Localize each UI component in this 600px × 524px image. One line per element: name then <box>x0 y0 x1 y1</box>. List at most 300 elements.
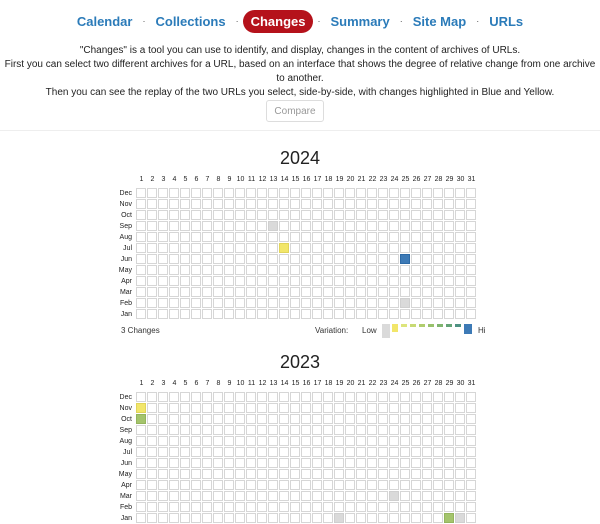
month-row-jul <box>0 447 600 458</box>
day-cell <box>180 221 190 231</box>
day-cell <box>411 188 421 198</box>
day-cell <box>180 298 190 308</box>
day-cell <box>323 513 333 523</box>
day-number: 14 <box>280 380 289 387</box>
day-number: 27 <box>423 176 432 183</box>
day-cell <box>202 199 212 209</box>
month-label: Sep <box>119 223 132 230</box>
day-cell <box>356 414 366 424</box>
day-cell <box>455 287 465 297</box>
day-cell <box>235 480 245 490</box>
month-row-sep <box>0 425 600 436</box>
day-cell <box>213 502 223 512</box>
day-cell <box>191 210 201 220</box>
day-number: 26 <box>412 176 421 183</box>
day-cell <box>191 188 201 198</box>
day-cell <box>422 265 432 275</box>
day-cell <box>202 480 212 490</box>
day-number: 6 <box>194 380 199 387</box>
day-cell <box>411 276 421 286</box>
day-cell <box>301 265 311 275</box>
day-cell <box>246 287 256 297</box>
day-cell <box>246 447 256 457</box>
day-cell <box>246 392 256 402</box>
nav-urls[interactable]: URLs <box>489 13 524 29</box>
day-cell <box>213 480 223 490</box>
day-cell <box>389 210 399 220</box>
day-cell <box>158 414 168 424</box>
day-cell <box>411 199 421 209</box>
day-cell <box>378 403 388 413</box>
day-cell <box>312 265 322 275</box>
description-line-1: "Changes" is a tool you can use to identify, and display, changes in the content of archives of URLs. <box>79 45 521 56</box>
day-cell <box>433 403 443 413</box>
variation-swatch <box>392 324 398 332</box>
day-cell <box>389 287 399 297</box>
day-cell <box>367 513 377 523</box>
day-cell <box>235 276 245 286</box>
day-cell <box>290 480 300 490</box>
day-cell <box>246 414 256 424</box>
month-label: Dec <box>119 190 132 197</box>
month-label: Jun <box>120 256 132 263</box>
day-cell <box>312 425 322 435</box>
change-cell[interactable] <box>400 254 410 264</box>
nav-changes[interactable]: Changes <box>243 10 314 33</box>
day-cell <box>367 265 377 275</box>
day-number: 25 <box>401 380 410 387</box>
day-cell <box>202 254 212 264</box>
day-cell <box>444 414 454 424</box>
day-cell <box>268 265 278 275</box>
day-cell <box>323 392 333 402</box>
day-cell <box>191 199 201 209</box>
day-cell <box>455 298 465 308</box>
day-cell <box>345 199 355 209</box>
day-cell <box>312 491 322 501</box>
day-cell <box>257 414 267 424</box>
day-cell <box>268 403 278 413</box>
day-cell <box>147 298 157 308</box>
day-cell <box>356 287 366 297</box>
day-cell <box>202 265 212 275</box>
change-cell[interactable] <box>400 298 410 308</box>
day-cell <box>169 309 179 319</box>
change-cell[interactable] <box>268 221 278 231</box>
day-cell <box>433 458 443 468</box>
day-cell <box>136 436 146 446</box>
day-cell <box>224 210 234 220</box>
variation-swatch <box>428 324 434 327</box>
day-cell <box>411 254 421 264</box>
day-cell <box>180 232 190 242</box>
day-cell <box>312 480 322 490</box>
day-cell <box>367 469 377 479</box>
day-cell <box>246 210 256 220</box>
day-cell <box>455 276 465 286</box>
day-cell <box>411 243 421 253</box>
day-cell <box>356 199 366 209</box>
day-cell <box>180 265 190 275</box>
day-cell <box>213 243 223 253</box>
day-cell <box>213 287 223 297</box>
day-cell <box>136 265 146 275</box>
change-cell[interactable] <box>444 513 454 523</box>
day-cell <box>224 469 234 479</box>
day-cell <box>400 447 410 457</box>
day-cell <box>466 425 476 435</box>
month-row-nov <box>0 199 600 210</box>
month-label: Jan <box>120 311 132 318</box>
day-cell <box>334 232 344 242</box>
day-cell <box>389 298 399 308</box>
day-cell <box>466 243 476 253</box>
day-cell <box>180 210 190 220</box>
day-cell <box>169 221 179 231</box>
day-cell <box>224 392 234 402</box>
day-cell <box>246 309 256 319</box>
day-cell <box>356 513 366 523</box>
day-cell <box>466 287 476 297</box>
day-cell <box>422 491 432 501</box>
day-number: 21 <box>357 380 366 387</box>
day-cell <box>345 392 355 402</box>
day-cell <box>301 502 311 512</box>
day-cell <box>422 513 432 523</box>
day-cell <box>455 491 465 501</box>
day-cell <box>356 188 366 198</box>
day-cell <box>257 513 267 523</box>
month-label: Aug <box>119 438 132 445</box>
day-cell <box>268 298 278 308</box>
day-cell <box>345 458 355 468</box>
change-cell[interactable] <box>455 513 465 523</box>
day-cell <box>268 276 278 286</box>
day-cell <box>378 188 388 198</box>
day-cell <box>433 414 443 424</box>
day-cell <box>422 232 432 242</box>
day-cell <box>411 414 421 424</box>
day-cell <box>444 403 454 413</box>
day-cell <box>290 298 300 308</box>
variation-swatch <box>437 324 443 327</box>
day-cell <box>400 199 410 209</box>
day-cell <box>224 425 234 435</box>
day-cell <box>257 276 267 286</box>
day-cell <box>422 414 432 424</box>
day-cell <box>466 188 476 198</box>
day-cell <box>466 265 476 275</box>
day-cell <box>180 254 190 264</box>
variation-swatch <box>382 324 390 338</box>
day-cell <box>257 199 267 209</box>
day-cell <box>224 287 234 297</box>
day-cell <box>279 254 289 264</box>
day-cell <box>334 188 344 198</box>
day-cell <box>433 221 443 231</box>
day-cell <box>345 243 355 253</box>
day-cell <box>411 491 421 501</box>
nav-separator: · <box>476 16 480 26</box>
day-cell <box>180 502 190 512</box>
day-cell <box>345 309 355 319</box>
day-cell <box>224 502 234 512</box>
day-cell <box>257 210 267 220</box>
day-cell <box>257 232 267 242</box>
day-cell <box>466 232 476 242</box>
day-cell <box>213 392 223 402</box>
day-cell <box>444 265 454 275</box>
hi-label: Hi <box>478 326 486 335</box>
month-row-nov <box>0 403 600 414</box>
day-cell <box>279 502 289 512</box>
day-cell <box>455 199 465 209</box>
day-cell <box>191 480 201 490</box>
day-cell <box>455 403 465 413</box>
day-cell <box>191 447 201 457</box>
nav-calendar[interactable]: Calendar <box>76 13 133 29</box>
day-cell <box>191 287 201 297</box>
day-cell <box>213 491 223 501</box>
day-number: 20 <box>346 176 355 183</box>
variation-swatch <box>410 324 416 327</box>
variation-swatch <box>446 324 452 327</box>
day-cell <box>367 298 377 308</box>
day-cell <box>466 254 476 264</box>
day-number: 15 <box>291 380 300 387</box>
month-row-feb <box>0 502 600 513</box>
day-cell <box>400 425 410 435</box>
change-cell[interactable] <box>279 243 289 253</box>
day-cell <box>323 232 333 242</box>
day-cell <box>279 447 289 457</box>
day-cell <box>356 469 366 479</box>
day-cell <box>422 221 432 231</box>
nav-collections[interactable]: Collections <box>155 13 226 29</box>
day-number: 12 <box>258 380 267 387</box>
day-cell <box>290 513 300 523</box>
day-cell <box>422 298 432 308</box>
day-cell <box>257 287 267 297</box>
day-cell <box>147 403 157 413</box>
day-cell <box>389 513 399 523</box>
day-cell <box>312 513 322 523</box>
day-cell <box>444 232 454 242</box>
day-cell <box>433 232 443 242</box>
day-cell <box>246 480 256 490</box>
changes-count: 3 Changes <box>121 326 160 335</box>
variation-swatch <box>455 324 461 327</box>
day-cell <box>334 243 344 253</box>
day-cell <box>455 414 465 424</box>
day-cell <box>180 414 190 424</box>
day-number: 9 <box>227 176 232 183</box>
nav-separator: · <box>235 16 239 26</box>
day-cell <box>235 403 245 413</box>
day-cell <box>345 502 355 512</box>
day-cell <box>345 254 355 264</box>
day-cell <box>411 469 421 479</box>
day-cell <box>356 221 366 231</box>
month-row-apr <box>0 276 600 287</box>
day-cell <box>455 436 465 446</box>
day-cell <box>290 243 300 253</box>
day-cell <box>356 265 366 275</box>
day-cell <box>367 221 377 231</box>
day-cell <box>301 414 311 424</box>
day-cell <box>279 298 289 308</box>
month-row-may <box>0 469 600 480</box>
month-row-aug <box>0 436 600 447</box>
day-cell <box>279 276 289 286</box>
day-cell <box>400 436 410 446</box>
day-cell <box>191 502 201 512</box>
day-cell <box>334 298 344 308</box>
day-cell <box>378 199 388 209</box>
day-cell <box>224 276 234 286</box>
nav-site-map[interactable]: Site Map <box>412 13 467 29</box>
day-cell <box>334 502 344 512</box>
day-cell <box>444 392 454 402</box>
day-cell <box>301 243 311 253</box>
day-cell <box>345 469 355 479</box>
day-cell <box>411 232 421 242</box>
day-cell <box>147 210 157 220</box>
change-cell[interactable] <box>136 403 146 413</box>
day-cell <box>257 469 267 479</box>
day-cell <box>400 403 410 413</box>
day-cell <box>422 254 432 264</box>
day-cell <box>235 414 245 424</box>
day-cell <box>224 309 234 319</box>
day-cell <box>257 221 267 231</box>
day-cell <box>158 403 168 413</box>
day-cell <box>191 309 201 319</box>
day-cell <box>389 403 399 413</box>
day-cell <box>158 491 168 501</box>
day-cell <box>202 502 212 512</box>
day-cell <box>180 491 190 501</box>
day-number: 19 <box>335 380 344 387</box>
day-cell <box>290 276 300 286</box>
day-cell <box>290 436 300 446</box>
day-cell <box>466 210 476 220</box>
day-cell <box>279 480 289 490</box>
variation-swatch <box>464 324 472 334</box>
day-cell <box>378 458 388 468</box>
day-cell <box>466 221 476 231</box>
day-cell <box>213 414 223 424</box>
day-cell <box>191 276 201 286</box>
day-cell <box>444 491 454 501</box>
day-cell <box>389 480 399 490</box>
month-label: Mar <box>119 289 132 296</box>
change-cell[interactable] <box>389 491 399 501</box>
compare-button[interactable]: Compare <box>266 100 324 122</box>
day-cell <box>136 469 146 479</box>
day-cell <box>191 425 201 435</box>
day-cell <box>191 403 201 413</box>
day-cell <box>411 298 421 308</box>
nav-summary[interactable]: Summary <box>330 13 390 29</box>
day-cell <box>466 436 476 446</box>
day-cell <box>411 403 421 413</box>
month-label: Oct <box>121 416 132 423</box>
day-cell <box>191 392 201 402</box>
day-cell <box>367 458 377 468</box>
day-number: 28 <box>434 380 443 387</box>
day-cell <box>356 480 366 490</box>
day-cell <box>136 243 146 253</box>
day-cell <box>323 276 333 286</box>
day-cell <box>323 221 333 231</box>
day-cell <box>378 265 388 275</box>
variation-swatch <box>401 324 407 327</box>
day-cell <box>158 221 168 231</box>
day-cell <box>433 309 443 319</box>
change-cell[interactable] <box>136 414 146 424</box>
day-cell <box>136 254 146 264</box>
day-cell <box>433 276 443 286</box>
day-cell <box>279 232 289 242</box>
day-number: 20 <box>346 380 355 387</box>
day-cell <box>279 188 289 198</box>
day-cell <box>378 414 388 424</box>
day-cell <box>158 298 168 308</box>
day-cell <box>147 513 157 523</box>
day-cell <box>279 221 289 231</box>
day-cell <box>411 513 421 523</box>
day-cell <box>257 480 267 490</box>
day-cell <box>334 403 344 413</box>
day-cell <box>235 221 245 231</box>
day-cell <box>180 287 190 297</box>
day-cell <box>422 392 432 402</box>
day-cell <box>158 199 168 209</box>
day-cell <box>433 469 443 479</box>
day-cell <box>158 480 168 490</box>
day-cell <box>268 392 278 402</box>
day-cell <box>433 188 443 198</box>
day-cell <box>290 199 300 209</box>
day-cell <box>444 480 454 490</box>
day-cell <box>466 480 476 490</box>
description-line-3: Then you can see the replay of the two URLs you select, side-by-side, with changes highlighted in Blue and Yellow. <box>45 87 555 98</box>
day-cell <box>378 425 388 435</box>
day-cell <box>400 287 410 297</box>
day-cell <box>224 513 234 523</box>
day-number: 3 <box>161 380 166 387</box>
day-cell <box>147 243 157 253</box>
day-cell <box>323 199 333 209</box>
day-cell <box>147 232 157 242</box>
day-cell <box>422 480 432 490</box>
day-cell <box>136 491 146 501</box>
day-cell <box>257 392 267 402</box>
day-cell <box>455 480 465 490</box>
day-cell <box>147 254 157 264</box>
day-cell <box>235 491 245 501</box>
day-cell <box>290 232 300 242</box>
day-cell <box>290 469 300 479</box>
day-cell <box>345 480 355 490</box>
day-cell <box>191 491 201 501</box>
day-cell <box>268 254 278 264</box>
day-cell <box>444 298 454 308</box>
day-cell <box>246 469 256 479</box>
day-cell <box>334 392 344 402</box>
change-cell[interactable] <box>334 513 344 523</box>
